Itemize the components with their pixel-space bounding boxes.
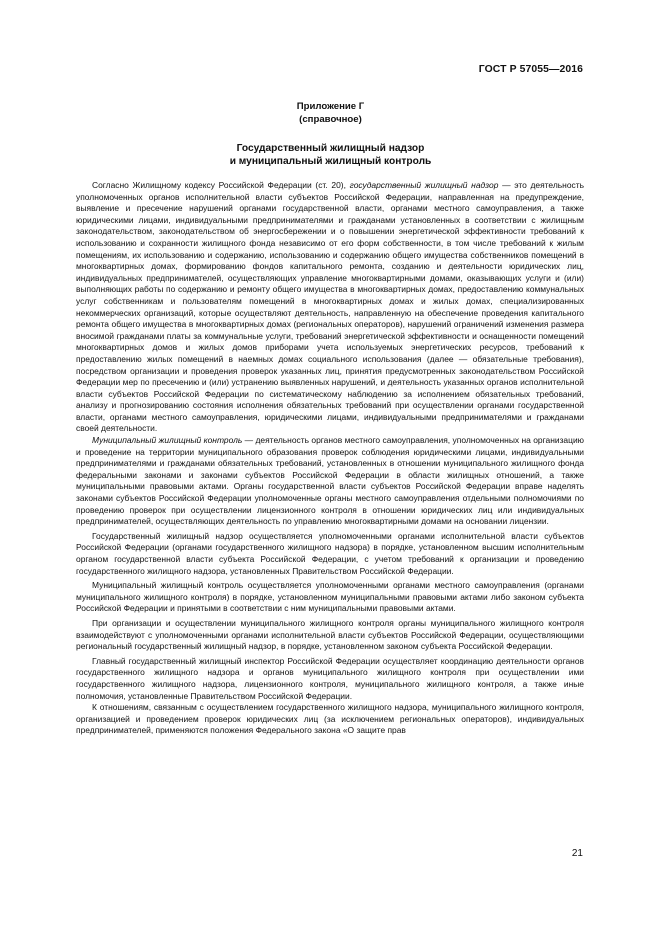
page-title	[0, 142, 661, 168]
paragraph-4: Муниципальный жилищный контроль осуществляется уполномоченными органами местного самоуправления (органами муниципального жилищного контроля) в порядке, установленном муниципальными правовыми актами либо законом субъекта Российской Федерации и принятыми в соответствии с ним муниципальными правовыми актами.	[76, 580, 584, 614]
paragraph-3: Государственный жилищный надзор осуществляется уполномоченными органами исполнительной власти субъектов Российской Федерации (органами государственного жилищного надзора) в порядке, установленном высшим исполнительным органом государственной власти субъекта Российской Федерации, с учетом требований к организации и проведению государственного жилищного надзора, установленных Правительством Российской Федерации.	[76, 530, 584, 576]
paragraph-6: Главный государственный жилищный инспектор Российской Федерации осуществляет координацию деятельности органов государственного жилищного надзора и органов муниципального жилищного контроля при осуществлении ими государственного жилищного надзора, лицензионного контроля, муниципального жилищного контроля, а также иные полномочия, установленные Правительством Российской Федерации.	[76, 655, 584, 701]
paragraph-municipal-control	[76, 435, 584, 528]
page-title-line-1: Государственный жилищный надзор	[236, 143, 425, 154]
document-body	[76, 180, 584, 737]
page-title-line-2: и муниципальный жилищный контроль	[229, 156, 432, 167]
term-state-housing-supervision: государственный жилищный надзор	[349, 180, 499, 190]
paragraph-5: При организации и осуществлении муниципального жилищного контроля органы муниципального жилищного контроля взаимодействуют с уполномоченными органами исполнительной власти субъектов Российской Федерации, осуществляющими региональный государственный жилищный надзор, в порядке, установленном законом субъекта Российской Федерации.	[76, 617, 584, 652]
paragraph-state-supervision	[76, 180, 584, 435]
term-municipal-housing-control: Муниципальный жилищный контроль	[92, 435, 243, 446]
page-number: 21	[571, 848, 583, 859]
paragraph-2-text: — деятельность органов местного самоуправления, уполномоченных на организацию и проведение на территории муниципального образования проверок соблюдения юридическими лицами, индивидуальными предпринимателями и гражданами обязательных требований, установленных в отношении муниципального жилищного фонда федеральными законами и законами субъектов Российской Федерации в области жилищных отношений, а также муниципальными правовыми актами. Органы государственной власти субъектов Российской Федерации вправе наделять законами субъектов Российской Федерации уполномоченные органы местного самоуправления отдельными полномочиями по проведению проверок при осуществлении лицензионного контроля в отношении юридических лиц или индивидуальных предпринимателей, осуществляющих деятельность по управлению многоквартирными домами на основании лицензии.	[76, 435, 585, 527]
standard-number: ГОСТ Р 57055—2016	[478, 64, 583, 75]
appendix-heading	[0, 101, 661, 126]
paragraph-1-text: — это деятельность уполномоченных органов исполнительной власти субъектов Российской Федерации, направленная на предупреждение, выявление и пресечение нарушений органами государственной власти, органами местного самоуправления, а также юридическими лицами, индивидуальными предпринимателями и гражданами установленных в соответствии с жилищным законодательством, законодательством об энергосбережении и о повышении энергетической эффективности требований к использованию и сохранности жилищного фонда независимо от его форм собственности, в том числе требований к жилым помещениям, их использованию и содержанию, использованию и содержанию общего имущества собственников помещений в многоквартирных домах, формированию фондов капитального ремонта, созданию и деятельности юридических лиц, индивидуальных предпринимателей, осуществляющих управление многоквартирными домами, оказывающих услуги и (или) выполняющих работы по содержанию и ремонту общего имущества в многоквартирных домах, предоставлению коммунальных услуг собственникам и пользователям помещений в многоквартирных домах и жилых домах, специализированных некоммерческих организаций, которые осуществляют деятельность, направленную на обеспечение проведения капитального ремонта общего имущества в многоквартирных домах (региональных операторов), нарушений ограничений изменения размера вносимой гражданами платы за коммунальные услуги, требований энергетической эффективности и оснащенности помещений многоквартирных домов и жилых домов приборами учета используемых энергетических ресурсов, требований к предоставлению жилых помещений в наемных домах социального использования (далее — обязательные требования), посредством организации и проведения проверок указанных лиц, принятия предусмотренных законодательством Российской Федерации мер по пресечению и (или) устранению выявленных нарушений, и деятельность указанных органов исполнительной власти субъектов Российской Федерации по систематическому наблюдению за исполнением обязательных требований, анализу и прогнозированию состояния исполнения обязательных требований при осуществлении органами государственной власти, органами местного самоуправления, юридическими лицами, индивидуальными предпринимателями и гражданами своей деятельности.	[76, 180, 584, 434]
appendix-label: Приложение Г	[296, 101, 365, 112]
paragraph-7: К отношениям, связанным с осуществлением государственного жилищного надзора, муниципального жилищного контроля, организацией и проведением проверок юридических лиц (за исключением региональных операторов), индивидуальных предпринимателей, применяются положения Федерального закона «О защите прав	[76, 702, 584, 736]
paragraph-1-intro: Согласно Жилищному кодексу Российской Федерации (ст. 20),	[92, 180, 350, 190]
appendix-note: (справочное)	[299, 113, 362, 125]
